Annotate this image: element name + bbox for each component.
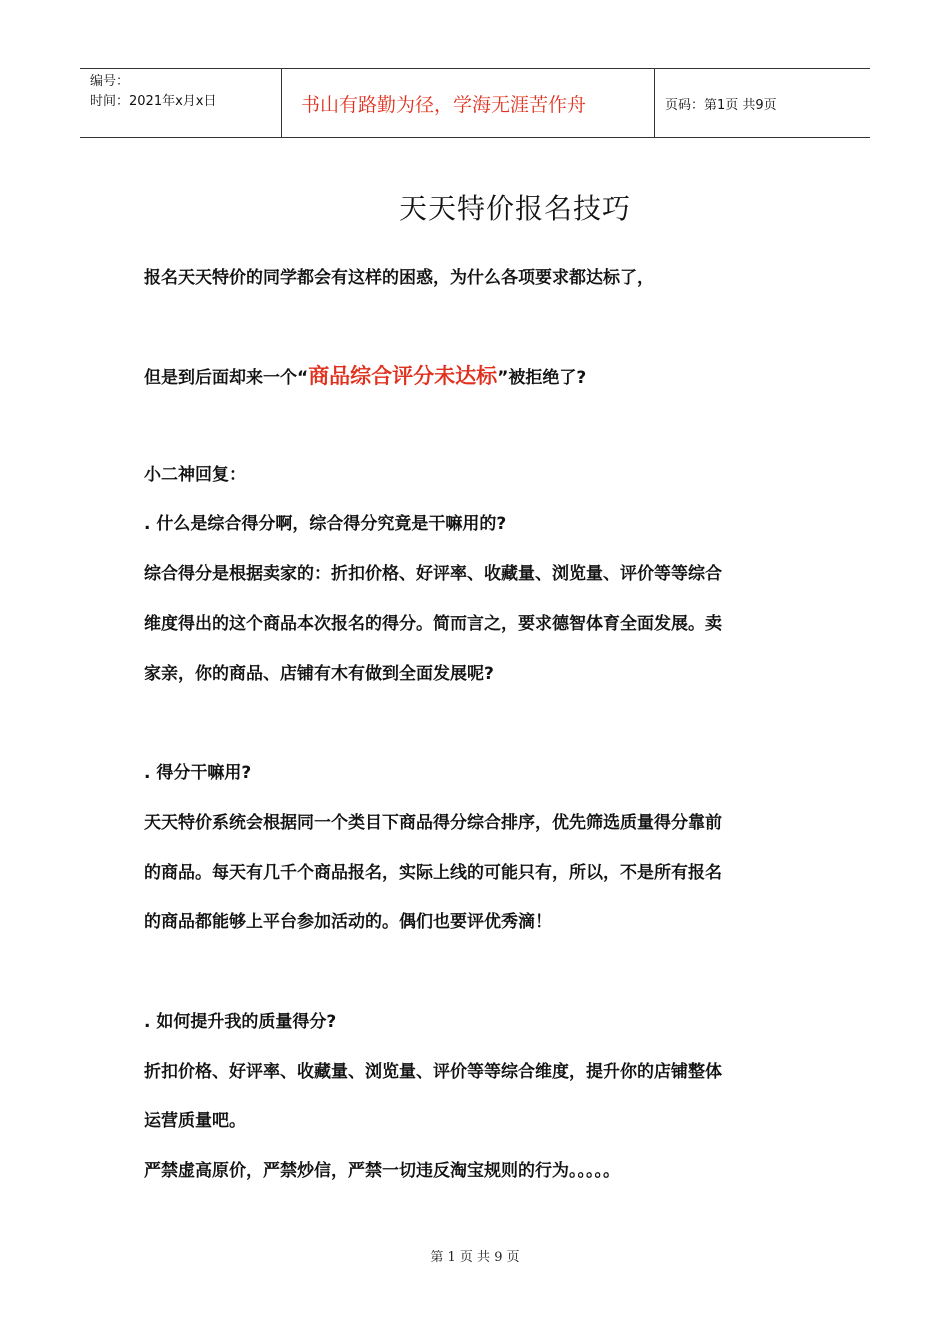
question-3: . 如何提升我的质量得分?	[144, 1012, 337, 1032]
answer-3-line-2: 运营质量吧。	[144, 1111, 246, 1131]
header-page-info: 页码：第1页 共9页	[665, 97, 777, 113]
answer-1-line-2: 维度得出的这个商品本次报名的得分。简而言之，要求德智体育全面发展。卖	[144, 614, 722, 634]
answer-1-line-3: 家亲，你的商品、店铺有木有做到全面发展呢?	[144, 664, 494, 684]
paragraph-highlighted	[144, 351, 824, 403]
answer-1-line-1: 综合得分是根据卖家的：折扣价格、好评率、收藏量、浏览量、评价等等综合	[144, 564, 722, 584]
question-1: . 什么是综合得分啊，综合得分究竟是干嘛用的?	[144, 514, 507, 534]
page-footer: 第 1 页 共 9 页	[430, 1250, 520, 1265]
reply-heading: 小二神回复：	[144, 465, 246, 485]
time-label: 时间：2021年x月x日	[90, 94, 217, 109]
answer-2-line-3: 的商品都能够上平台参加活动的。偶们也要评优秀滴！	[144, 912, 552, 932]
page-title: 天天特价报名技巧	[398, 191, 631, 225]
answer-2-line-2: 的商品。每天有几千个商品报名，实际上线的可能只有，所以，不是所有报名	[144, 863, 722, 883]
answer-2-line-1: 天天特价系统会根据同一个类目下商品得分综合排序，优先筛选质量得分靠前	[144, 813, 722, 833]
number-label: 编号：	[90, 74, 130, 89]
answer-3-line-1: 折扣价格、好评率、收藏量、浏览量、评价等等综合维度，提升你的店铺整体	[144, 1062, 722, 1082]
text-after: ”被拒绝了?	[497, 368, 587, 388]
answer-3-line-3: 严禁虚高原价，严禁炒信，严禁一切违反淘宝规则的行为。。。。。	[144, 1161, 620, 1181]
highlight-text: 商品综合评分未达标	[308, 364, 498, 388]
text-before: 但是到后面却来一个“	[144, 368, 309, 388]
document-header	[80, 68, 870, 138]
header-meta	[80, 69, 282, 137]
paragraph: 报名天天特价的同学都会有这样的困惑，为什么各项要求都达标了，	[144, 268, 654, 288]
header-motto: 书山有路勤为径，学海无涯苦作舟	[282, 69, 655, 137]
question-2: . 得分干嘛用?	[144, 763, 252, 783]
